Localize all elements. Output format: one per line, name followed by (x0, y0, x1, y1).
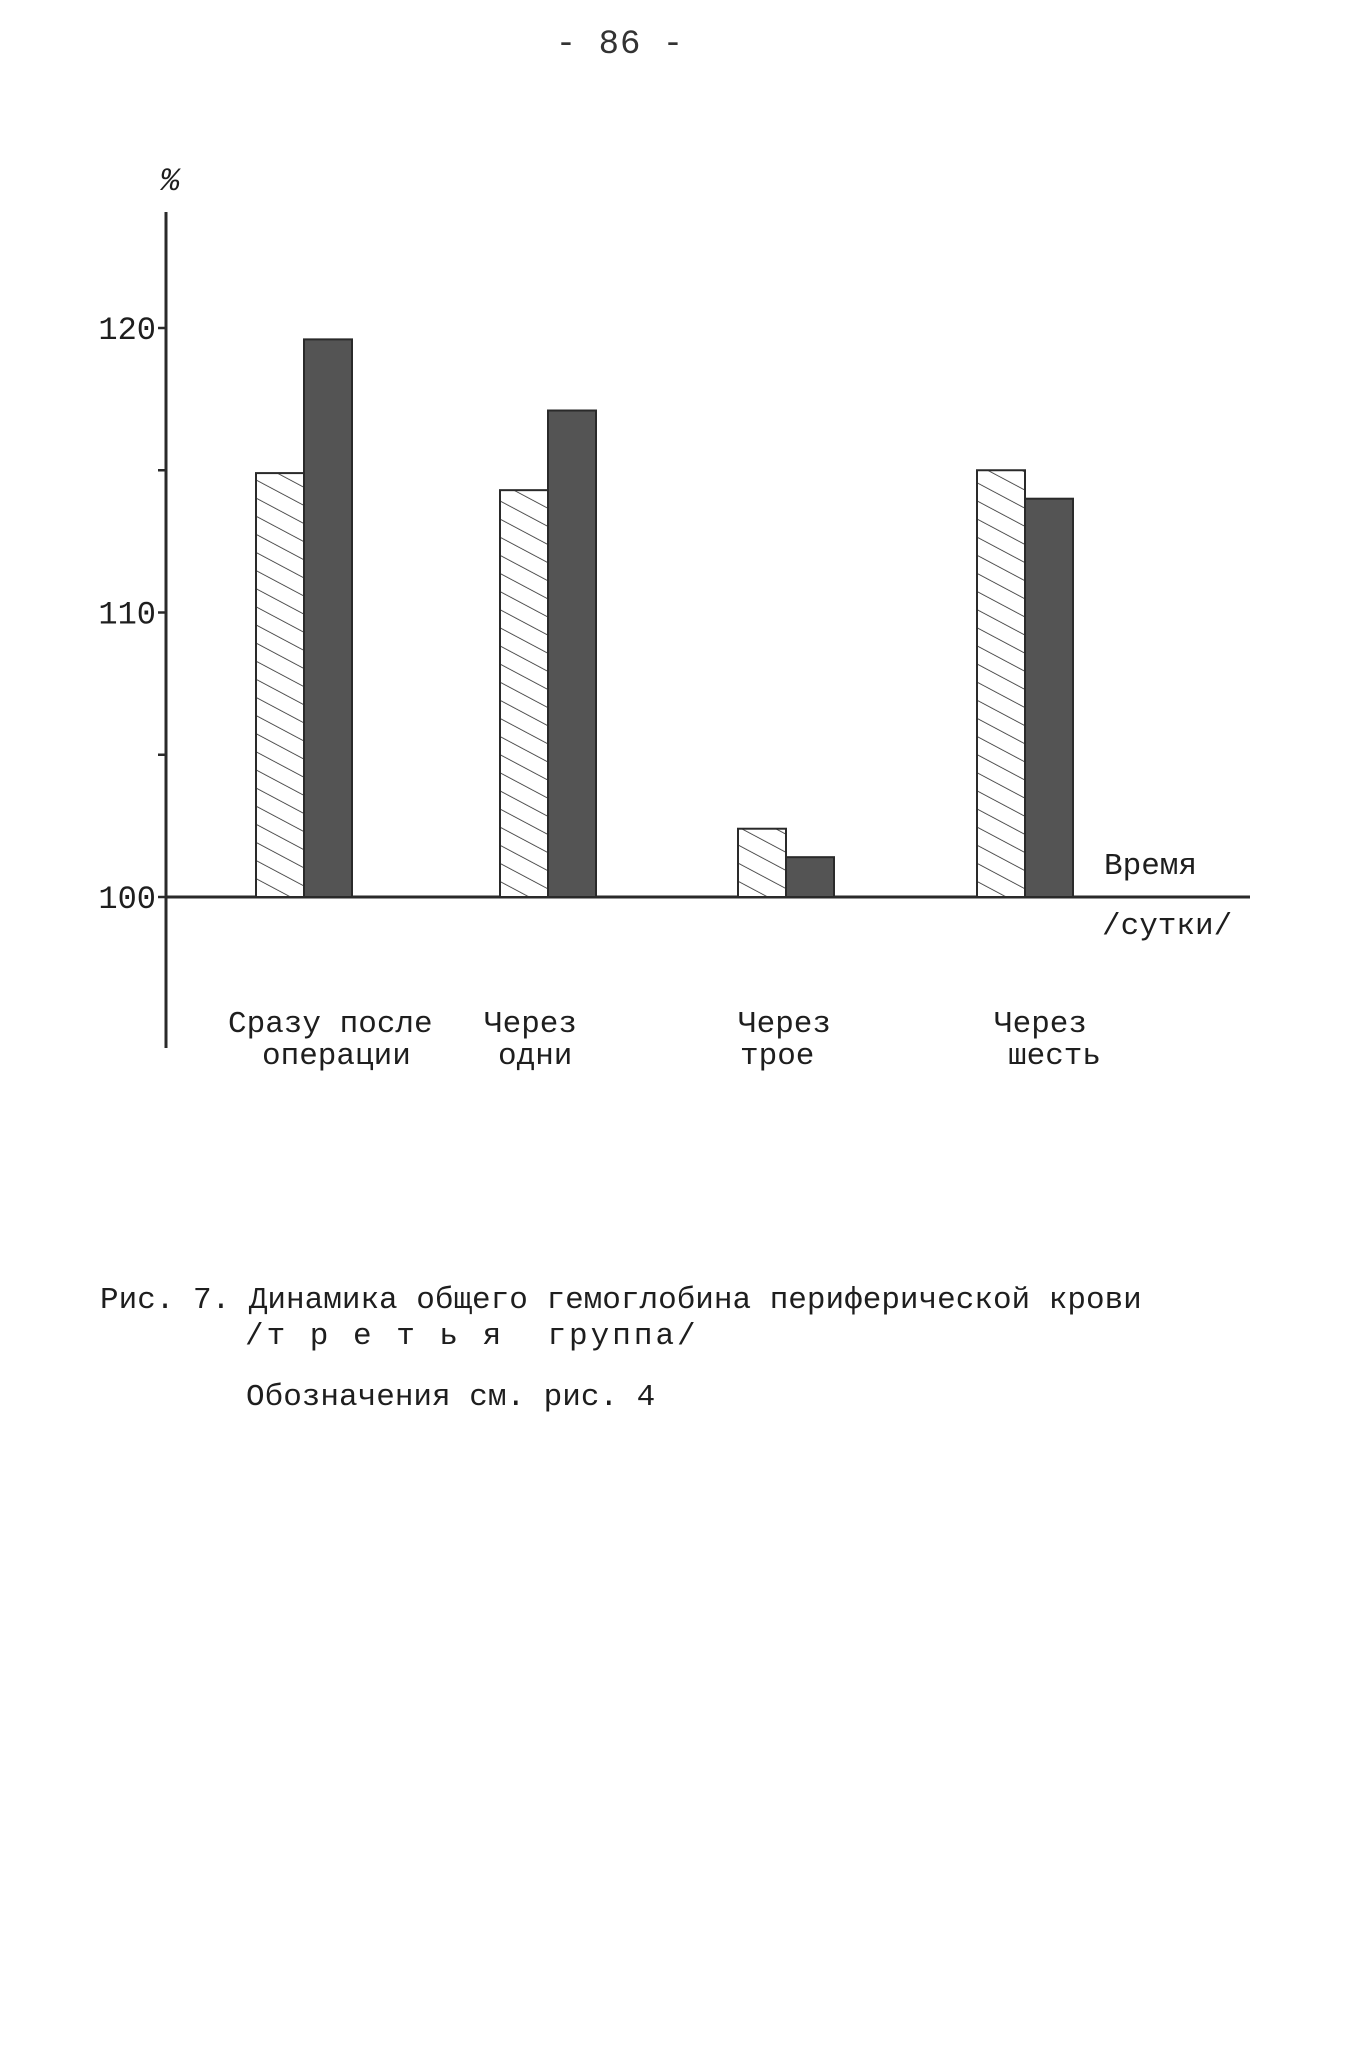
bar-dark (786, 857, 834, 897)
x-axis-label-line2: /сутки/ (1102, 909, 1233, 944)
y-tick-label: 100 (98, 881, 156, 918)
bar-hatched (500, 490, 548, 897)
bar-hatched (977, 470, 1025, 897)
bar-dark (304, 339, 352, 897)
bar-dark (548, 411, 596, 897)
page-number: - 86 - (555, 26, 685, 64)
x-axis-label-line1: Время (1104, 849, 1198, 884)
y-axis-unit-label: % (160, 163, 180, 200)
x-category-label: шесть (1008, 1039, 1102, 1074)
x-category-label: Сразу после (228, 1007, 433, 1042)
bars (256, 339, 1073, 897)
x-category-label: Через (738, 1007, 832, 1042)
x-category-labels (228, 1007, 1101, 1074)
figure-caption (100, 1283, 1250, 1355)
y-tick-label: 120 (98, 312, 156, 349)
x-category-label: трое (740, 1039, 815, 1074)
bar-hatched (738, 829, 786, 897)
y-tick-label: 110 (98, 596, 156, 634)
x-category-label: одни (498, 1039, 573, 1074)
caption-title: Рис. 7. Динамика общего гемоглобина периферической крови (100, 1283, 1142, 1318)
x-category-label: Через (484, 1007, 578, 1042)
x-category-label: операции (262, 1039, 411, 1074)
caption-note: Обозначения см. рис. 4 (246, 1380, 656, 1415)
bar-hatched (256, 473, 304, 897)
y-axis-ticks (98, 312, 166, 918)
bar-dark (1025, 499, 1073, 897)
caption-group: /т р е т ь я группа/ (245, 1319, 699, 1354)
x-category-label: Через (994, 1007, 1088, 1042)
